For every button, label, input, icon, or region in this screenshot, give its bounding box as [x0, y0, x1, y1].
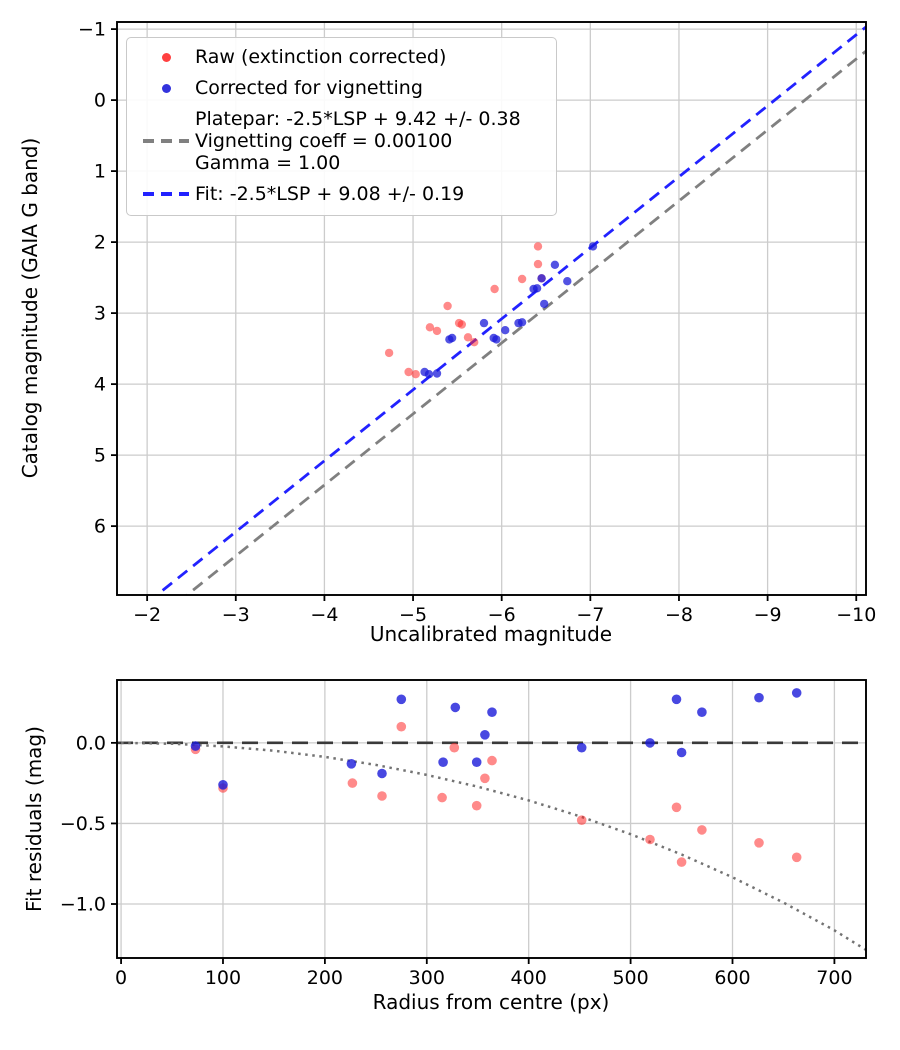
- scatter-point: [677, 857, 687, 867]
- scatter-point: [480, 730, 490, 740]
- scatter-point: [450, 743, 460, 753]
- scatter-point: [533, 284, 541, 292]
- y-tick-label: 1: [93, 160, 106, 183]
- bottom-x-axis-label: Radius from centre (px): [372, 990, 610, 1014]
- bottom-y-axis-label: Fit residuals (mag): [22, 726, 46, 912]
- legend-item-platepar: [137, 108, 546, 174]
- subplot-1: [60, 680, 866, 989]
- scatter-point: [348, 778, 358, 788]
- scatter-point: [754, 838, 764, 848]
- legend-label-platepar: Platepar: -2.5*LSP + 9.42 +/- 0.38 Vignetting coeff = 0.00100 Gamma = 1.00: [195, 108, 521, 174]
- scatter-point: [397, 722, 407, 732]
- scatter-point: [577, 815, 587, 825]
- x-tick-label: −6: [487, 604, 516, 626]
- legend-label-raw: Raw (extinction corrected): [195, 46, 447, 68]
- y-tick-label: 5: [93, 444, 106, 467]
- y-tick-label: 4: [93, 373, 106, 396]
- scatter-point: [404, 368, 412, 376]
- scatter-point: [472, 757, 482, 767]
- scatter-point: [577, 743, 587, 753]
- top-x-axis-label: Uncalibrated magnitude: [369, 622, 613, 646]
- scatter-point: [438, 757, 448, 767]
- scatter-point: [754, 693, 764, 703]
- scatter-point: [218, 780, 228, 790]
- scatter-point: [487, 707, 497, 717]
- scatter-point: [551, 261, 559, 269]
- corrected-dot-icon: [137, 84, 195, 93]
- top-y-axis-label: Catalog magnitude (GAIA G band): [18, 137, 42, 479]
- series-corrected: [191, 688, 802, 789]
- fit-dashed-line-icon: [137, 192, 195, 195]
- scatter-point: [377, 791, 387, 801]
- scatter-point: [589, 242, 597, 250]
- legend-label-corrected: Corrected for vignetting: [195, 77, 423, 99]
- x-tick-label: 100: [204, 967, 242, 989]
- x-tick-label: 600: [714, 967, 751, 989]
- scatter-point: [472, 801, 482, 811]
- x-tick-label: 0: [115, 967, 128, 989]
- legend-item-raw: [137, 46, 546, 68]
- legend-item-fit: [137, 183, 546, 205]
- scatter-point: [458, 320, 466, 328]
- vignetting-model: [121, 743, 866, 950]
- y-tick-label: 0: [93, 89, 106, 112]
- scatter-point: [433, 369, 441, 377]
- scatter-point: [412, 370, 420, 378]
- scatter-point: [534, 242, 542, 250]
- scatter-point: [792, 853, 802, 863]
- scatter-point: [677, 748, 687, 758]
- x-tick-label: −3: [221, 604, 250, 626]
- x-tick-label: −5: [399, 604, 428, 626]
- x-tick-label: 700: [816, 967, 853, 989]
- legend-item-corrected: [137, 77, 546, 99]
- scatter-point: [645, 738, 655, 748]
- scatter-point: [426, 323, 434, 331]
- y-tick-label: 3: [93, 302, 106, 325]
- scatter-point: [540, 300, 548, 308]
- scatter-point: [470, 338, 478, 346]
- x-tick-label: 500: [612, 967, 649, 989]
- scatter-point: [672, 803, 682, 813]
- y-tick-label: 0.0: [75, 732, 106, 755]
- scatter-point: [448, 334, 456, 342]
- y-tick-label: −1.0: [59, 893, 106, 916]
- scatter-point: [672, 695, 682, 705]
- scatter-point: [563, 277, 571, 285]
- y-tick-label: 2: [93, 231, 106, 254]
- scatter-point: [377, 769, 387, 779]
- series-corrected: [420, 242, 597, 378]
- axes-spines: [117, 680, 866, 958]
- scatter-point: [191, 741, 201, 751]
- x-tick-label: 300: [408, 967, 445, 989]
- scatter-point: [385, 349, 393, 357]
- scatter-point: [480, 319, 488, 327]
- scatter-point: [397, 695, 407, 705]
- scatter-point: [645, 835, 655, 845]
- scatter-point: [501, 326, 509, 334]
- scatter-point: [518, 318, 526, 326]
- x-tick-label: 400: [510, 967, 547, 989]
- x-tick-label: −10: [836, 604, 877, 626]
- scatter-point: [697, 707, 707, 717]
- scatter-point: [697, 825, 707, 835]
- x-tick-label: −7: [576, 604, 605, 626]
- scatter-point: [792, 688, 802, 698]
- scatter-point: [443, 302, 451, 310]
- grid: [117, 680, 866, 958]
- scatter-point: [490, 285, 498, 293]
- x-tick-label: −4: [310, 604, 339, 626]
- raw-dot-icon: [137, 53, 195, 62]
- y-tick-label: 6: [93, 515, 106, 538]
- scatter-point: [537, 274, 545, 282]
- scatter-point: [534, 260, 542, 268]
- scatter-point: [480, 774, 490, 784]
- x-tick-label: 200: [306, 967, 344, 989]
- legend-label-fit: Fit: -2.5*LSP + 9.08 +/- 0.19: [195, 183, 465, 205]
- platepar-dashed-line-icon: [137, 139, 195, 142]
- scatter-point: [492, 335, 500, 343]
- legend: [126, 37, 557, 216]
- scatter-point: [425, 370, 433, 378]
- scatter-point: [451, 703, 461, 713]
- series-raw: [385, 242, 546, 378]
- x-tick-label: −9: [753, 604, 782, 626]
- y-tick-label: −1: [77, 18, 106, 41]
- x-tick-label: −8: [664, 604, 693, 626]
- scatter-point: [433, 327, 441, 335]
- scatter-point: [347, 759, 357, 769]
- scatter-point: [518, 275, 526, 283]
- y-tick-label: −0.5: [59, 812, 106, 835]
- tick-labels: [60, 732, 853, 989]
- scatter-point: [437, 793, 447, 803]
- x-tick-label: −2: [133, 604, 162, 626]
- scatter-point: [487, 756, 497, 766]
